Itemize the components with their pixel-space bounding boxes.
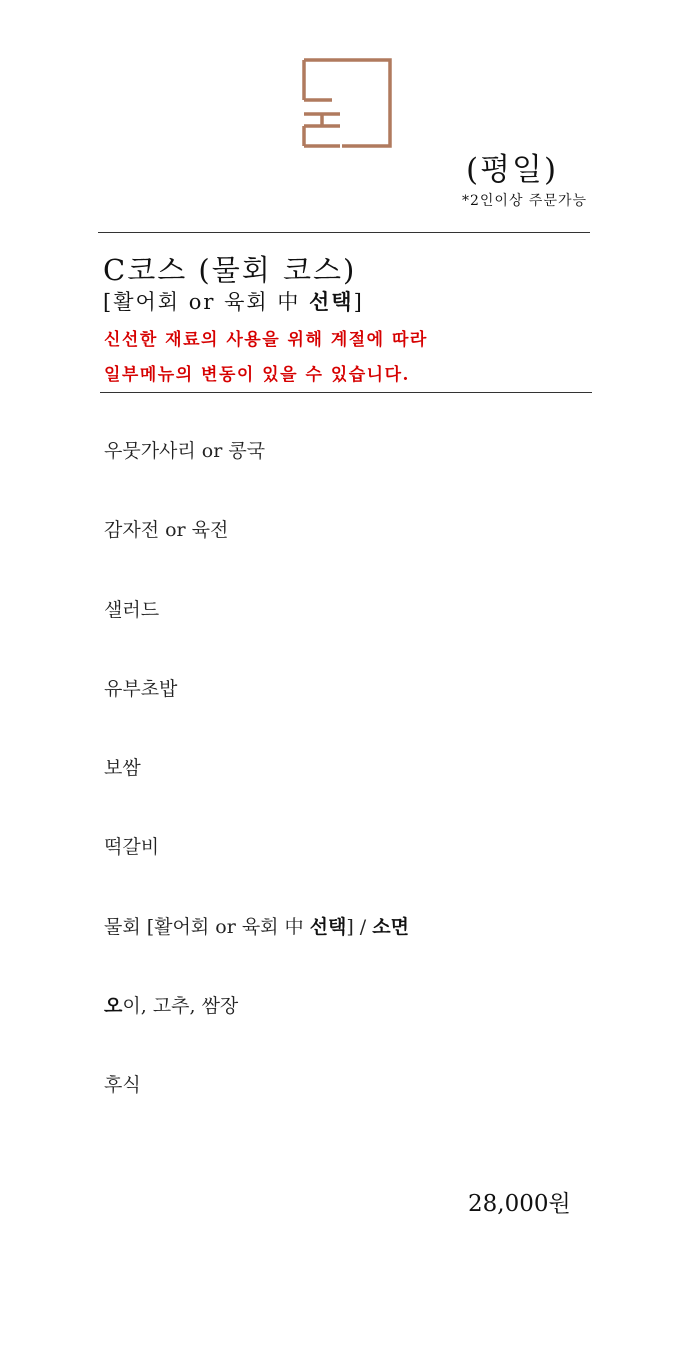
menu-item-sides-rest: 이, 고추, 쌈장 <box>122 995 239 1018</box>
course-subtitle <box>103 286 364 316</box>
menu-item-main-prefix: 물회 [활어회 or 육회 中 <box>104 915 310 938</box>
menu-item: 우뭇가사리 or 콩국 <box>104 440 266 462</box>
menu-item-main-dish <box>104 913 409 992</box>
course-price: 28,000원 <box>468 1191 571 1217</box>
course-subtitle-bold: 선택 <box>309 289 354 314</box>
divider-top <box>98 232 590 233</box>
notice-line-2: 일부메뉴의 변동이 있을 수 있습니다. <box>104 365 410 385</box>
notice-line-1: 신선한 재료의 사용을 위해 계절에 따라 <box>104 330 428 350</box>
menu-item: 샐러드 <box>104 598 160 621</box>
menu-item-main-bold: 선택 <box>309 915 347 938</box>
menu-item: 감자전 or 육전 <box>104 519 229 542</box>
menu-item: 유부초밥 <box>104 677 178 700</box>
menu-item: 떡갈비 <box>104 836 160 859</box>
weekday-label: (평일) <box>466 152 559 188</box>
menu-list <box>104 437 409 1151</box>
menu-item-main-mid: ] / <box>346 915 373 938</box>
course-subtitle-prefix: [활어회 or 육회 中 <box>103 290 310 314</box>
course-subtitle-suffix: ] <box>353 290 364 314</box>
menu-item-sides <box>104 992 409 1071</box>
menu-item-dessert: 후식 <box>104 1074 141 1097</box>
menu-item-main-bold2: 소면 <box>372 915 409 938</box>
menu-item-sides-bold: 오 <box>104 995 123 1018</box>
course-title: C코스 (물회 코스) <box>103 253 357 287</box>
menu-item: 보쌈 <box>104 757 141 780</box>
brand-logo-icon <box>302 58 394 150</box>
min-order-note: *2인이상 주문가능 <box>462 193 588 209</box>
divider-middle <box>100 392 592 393</box>
